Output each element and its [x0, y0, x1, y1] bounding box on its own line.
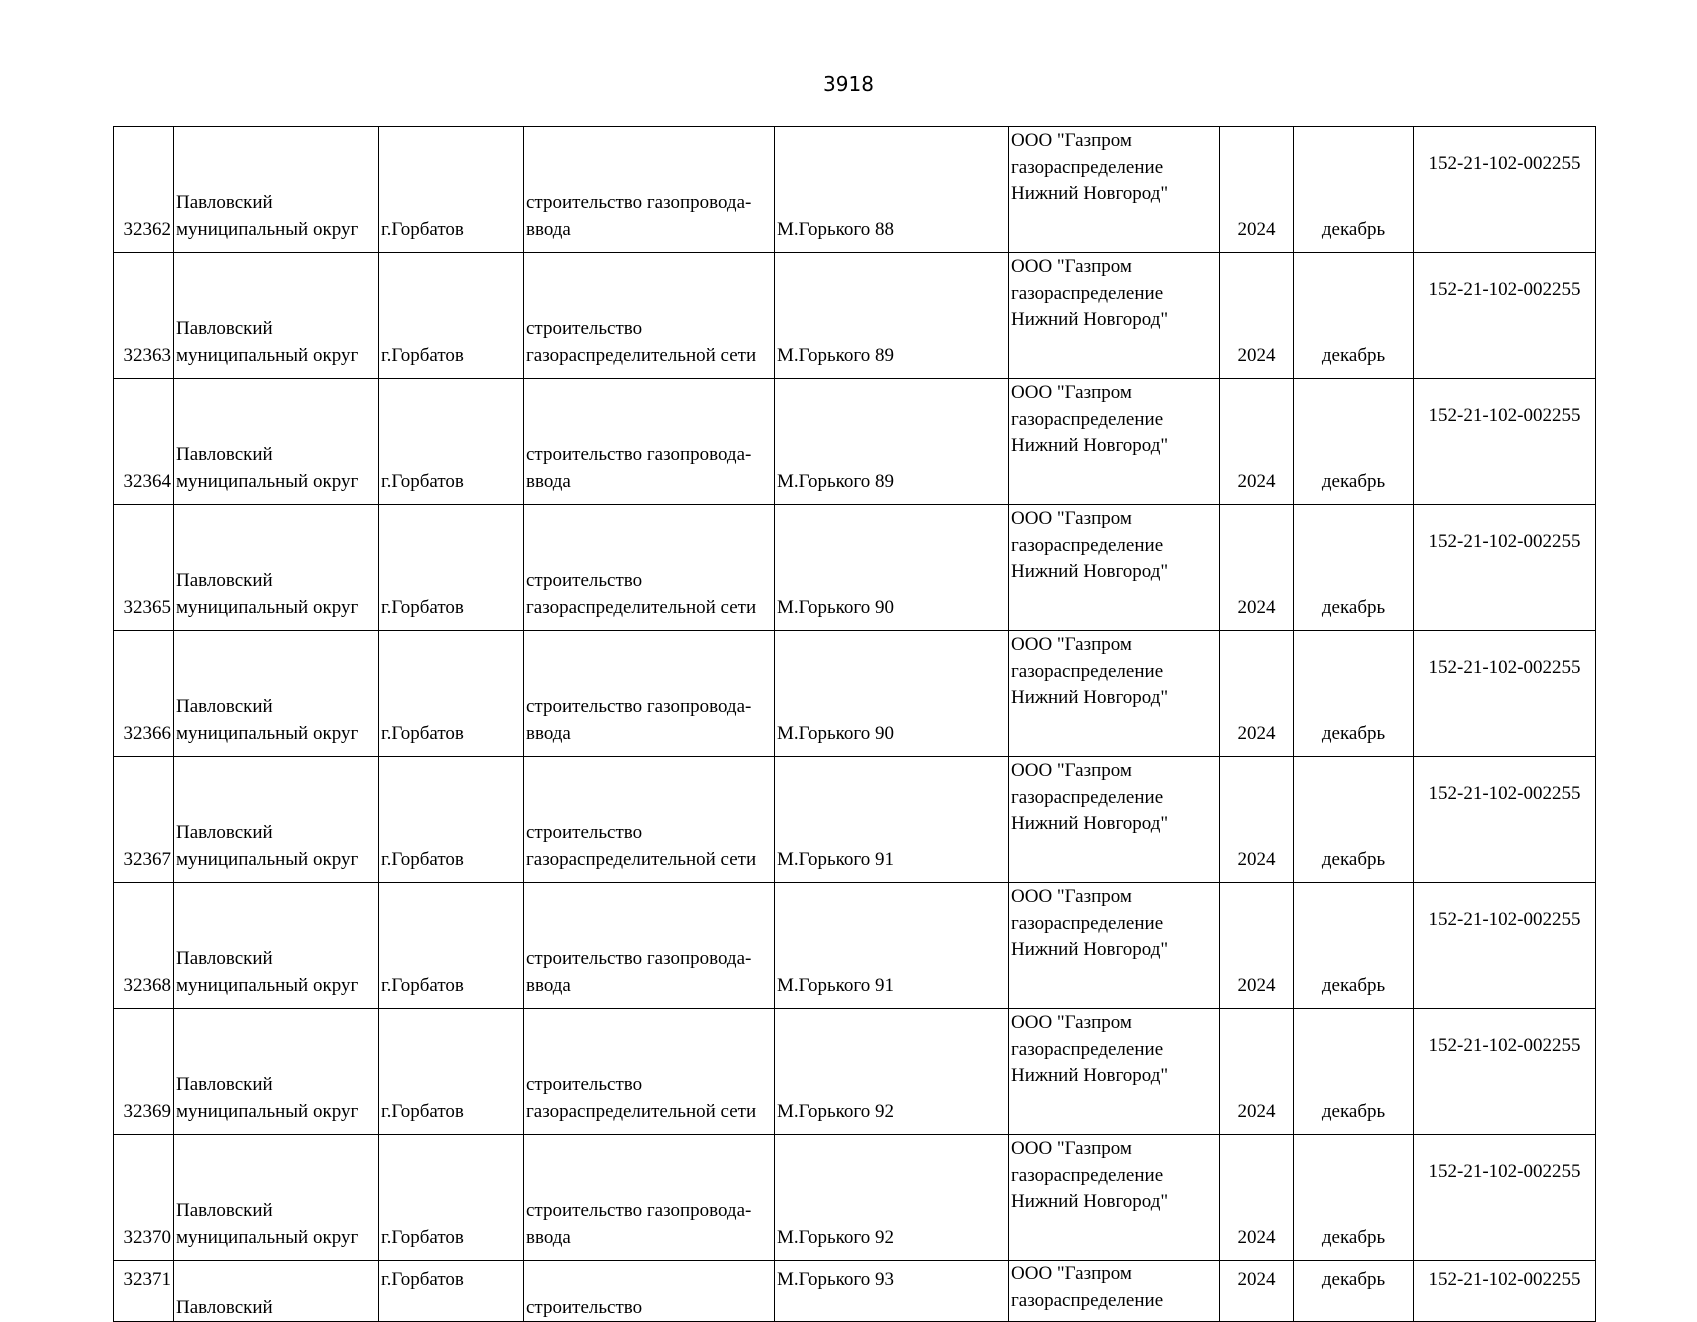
- locality-cell: г.Горбатов: [379, 253, 524, 379]
- address-cell: М.Горького 91: [775, 883, 1009, 1009]
- locality-cell: г.Горбатов: [379, 127, 524, 253]
- organization-line: ООО "Газпром: [1011, 1138, 1132, 1159]
- work-type-cell: [524, 127, 775, 253]
- district-cell: [174, 883, 379, 1009]
- district-line: Павловский: [176, 948, 273, 969]
- work-type-line: газораспределительной сети: [526, 344, 757, 366]
- organization-cell: [1009, 379, 1220, 505]
- organization-line: газораспределение: [1011, 156, 1164, 178]
- locality-cell: г.Горбатов: [379, 1261, 524, 1322]
- organization-line: ООО "Газпром: [1011, 1263, 1132, 1284]
- code-cell: 152-21-102-002255: [1414, 1261, 1596, 1322]
- work-type-line: ввода: [526, 974, 571, 996]
- year-cell: 2024: [1220, 127, 1294, 253]
- district-line: муниципальный округ: [176, 1100, 359, 1122]
- year-cell: 2024: [1220, 883, 1294, 1009]
- organization-cell: [1009, 253, 1220, 379]
- organization-cell: [1009, 1009, 1220, 1135]
- work-type-line: ввода: [526, 1226, 571, 1248]
- row-number-cell: 32370: [114, 1135, 174, 1261]
- address-cell: М.Горького 93: [775, 1261, 1009, 1322]
- locality-cell: г.Горбатов: [379, 379, 524, 505]
- month-cell: декабрь: [1294, 631, 1414, 757]
- district-cell: [174, 1135, 379, 1261]
- work-type-cell: [524, 1261, 775, 1322]
- work-type-line: ввода: [526, 470, 571, 492]
- row-number-cell: 32367: [114, 757, 174, 883]
- address-cell: М.Горького 88: [775, 127, 1009, 253]
- organization-line: ООО "Газпром: [1011, 760, 1132, 781]
- district-cell: [174, 1261, 379, 1322]
- work-type-line: газораспределительной сети: [526, 1100, 757, 1122]
- work-type-line: строительство: [526, 1074, 643, 1095]
- organization-cell: [1009, 127, 1220, 253]
- work-type-line: строительство газопровода-: [526, 948, 752, 969]
- work-type-line: газораспределительной сети: [526, 596, 757, 618]
- row-number-cell: 32369: [114, 1009, 174, 1135]
- district-line: Павловский: [176, 696, 273, 717]
- district-cell: [174, 379, 379, 505]
- organization-cell: [1009, 1135, 1220, 1261]
- work-type-line: строительство: [526, 1296, 643, 1318]
- code-cell: 152-21-102-002255: [1414, 1009, 1596, 1135]
- organization-line: газораспределение: [1011, 282, 1164, 304]
- district-line: Павловский: [176, 1200, 273, 1221]
- organization-line: Нижний Новгород": [1011, 561, 1169, 582]
- table-row: [114, 1135, 1596, 1261]
- year-cell: 2024: [1220, 505, 1294, 631]
- locality-cell: г.Горбатов: [379, 1135, 524, 1261]
- district-line: муниципальный округ: [176, 722, 359, 744]
- table-row: [114, 757, 1596, 883]
- work-type-line: строительство газопровода-: [526, 1200, 752, 1221]
- work-type-line: строительство газопровода-: [526, 696, 752, 717]
- month-cell: декабрь: [1294, 253, 1414, 379]
- district-line: Павловский: [176, 822, 273, 843]
- organization-line: Нижний Новгород": [1011, 813, 1169, 834]
- month-cell: декабрь: [1294, 1261, 1414, 1322]
- organization-line: газораспределение: [1011, 912, 1164, 934]
- organization-line: газораспределение: [1011, 1038, 1164, 1060]
- year-cell: 2024: [1220, 757, 1294, 883]
- work-type-line: строительство газопровода-: [526, 192, 752, 213]
- organization-line: газораспределение: [1011, 534, 1164, 556]
- organization-line: ООО "Газпром: [1011, 634, 1132, 655]
- code-cell: 152-21-102-002255: [1414, 379, 1596, 505]
- organization-line: Нижний Новгород": [1011, 1065, 1169, 1086]
- code-cell: 152-21-102-002255: [1414, 631, 1596, 757]
- table-row: [114, 127, 1596, 253]
- organization-cell: [1009, 505, 1220, 631]
- district-cell: [174, 1009, 379, 1135]
- address-cell: М.Горького 92: [775, 1135, 1009, 1261]
- work-type-cell: [524, 505, 775, 631]
- table-row: [114, 379, 1596, 505]
- organization-line: Нижний Новгород": [1011, 183, 1169, 204]
- code-cell: 152-21-102-002255: [1414, 1135, 1596, 1261]
- district-line: Павловский: [176, 318, 273, 339]
- address-cell: М.Горького 92: [775, 1009, 1009, 1135]
- locality-cell: г.Горбатов: [379, 1009, 524, 1135]
- table-row: [114, 883, 1596, 1009]
- table-row: [114, 631, 1596, 757]
- address-cell: М.Горького 90: [775, 631, 1009, 757]
- month-cell: декабрь: [1294, 127, 1414, 253]
- district-line: муниципальный округ: [176, 1226, 359, 1248]
- work-type-cell: [524, 1135, 775, 1261]
- organization-line: ООО "Газпром: [1011, 256, 1132, 277]
- work-type-line: строительство: [526, 822, 643, 843]
- organization-line: газораспределение: [1011, 786, 1164, 808]
- address-cell: М.Горького 90: [775, 505, 1009, 631]
- organization-line: газораспределение: [1011, 408, 1164, 430]
- district-line: муниципальный округ: [176, 470, 359, 492]
- district-line: Павловский: [176, 444, 273, 465]
- organization-line: газораспределение: [1011, 1289, 1164, 1311]
- work-type-line: строительство: [526, 318, 643, 339]
- work-type-line: строительство: [526, 570, 643, 591]
- page-number: 3918: [823, 72, 874, 96]
- locality-cell: г.Горбатов: [379, 631, 524, 757]
- district-line: муниципальный округ: [176, 848, 359, 870]
- organization-cell: [1009, 1261, 1220, 1322]
- district-line: Павловский: [176, 570, 273, 591]
- district-line: муниципальный округ: [176, 596, 359, 618]
- year-cell: 2024: [1220, 1135, 1294, 1261]
- locality-cell: г.Горбатов: [379, 757, 524, 883]
- address-cell: М.Горького 91: [775, 757, 1009, 883]
- work-type-line: ввода: [526, 722, 571, 744]
- organization-line: Нижний Новгород": [1011, 1191, 1169, 1212]
- row-number-cell: 32364: [114, 379, 174, 505]
- locality-cell: г.Горбатов: [379, 505, 524, 631]
- district-line: муниципальный округ: [176, 974, 359, 996]
- organization-line: Нижний Новгород": [1011, 309, 1169, 330]
- organization-line: Нижний Новгород": [1011, 939, 1169, 960]
- year-cell: 2024: [1220, 1261, 1294, 1322]
- month-cell: декабрь: [1294, 757, 1414, 883]
- table-row: [114, 505, 1596, 631]
- district-line: Павловский: [176, 192, 273, 213]
- row-number-cell: 32371: [114, 1261, 174, 1322]
- month-cell: декабрь: [1294, 1135, 1414, 1261]
- year-cell: 2024: [1220, 253, 1294, 379]
- work-type-cell: [524, 253, 775, 379]
- row-number-cell: 32366: [114, 631, 174, 757]
- organization-cell: [1009, 883, 1220, 1009]
- district-line: Павловский: [176, 1296, 273, 1318]
- work-type-line: ввода: [526, 218, 571, 240]
- work-type-cell: [524, 883, 775, 1009]
- registry-table: [113, 126, 1596, 1322]
- organization-line: Нижний Новгород": [1011, 687, 1169, 708]
- organization-line: газораспределение: [1011, 660, 1164, 682]
- month-cell: декабрь: [1294, 379, 1414, 505]
- year-cell: 2024: [1220, 1009, 1294, 1135]
- code-cell: 152-21-102-002255: [1414, 127, 1596, 253]
- year-cell: 2024: [1220, 379, 1294, 505]
- district-cell: [174, 127, 379, 253]
- work-type-cell: [524, 757, 775, 883]
- row-number-cell: 32362: [114, 127, 174, 253]
- work-type-cell: [524, 1009, 775, 1135]
- district-cell: [174, 757, 379, 883]
- row-number-cell: 32365: [114, 505, 174, 631]
- code-cell: 152-21-102-002255: [1414, 883, 1596, 1009]
- work-type-cell: [524, 379, 775, 505]
- code-cell: 152-21-102-002255: [1414, 505, 1596, 631]
- district-line: муниципальный округ: [176, 218, 359, 240]
- code-cell: 152-21-102-002255: [1414, 253, 1596, 379]
- table-row: [114, 1009, 1596, 1135]
- month-cell: декабрь: [1294, 505, 1414, 631]
- district-cell: [174, 505, 379, 631]
- organization-line: ООО "Газпром: [1011, 508, 1132, 529]
- organization-line: ООО "Газпром: [1011, 382, 1132, 403]
- district-cell: [174, 631, 379, 757]
- address-cell: М.Горького 89: [775, 253, 1009, 379]
- work-type-cell: [524, 631, 775, 757]
- organization-line: газораспределение: [1011, 1164, 1164, 1186]
- organization-line: ООО "Газпром: [1011, 130, 1132, 151]
- organization-line: ООО "Газпром: [1011, 1012, 1132, 1033]
- work-type-line: строительство газопровода-: [526, 444, 752, 465]
- work-type-line: газораспределительной сети: [526, 848, 757, 870]
- locality-cell: г.Горбатов: [379, 883, 524, 1009]
- table-row: [114, 253, 1596, 379]
- district-line: муниципальный округ: [176, 344, 359, 366]
- district-cell: [174, 253, 379, 379]
- row-number-cell: 32363: [114, 253, 174, 379]
- code-cell: 152-21-102-002255: [1414, 757, 1596, 883]
- row-number-cell: 32368: [114, 883, 174, 1009]
- organization-cell: [1009, 757, 1220, 883]
- organization-line: ООО "Газпром: [1011, 886, 1132, 907]
- organization-cell: [1009, 631, 1220, 757]
- month-cell: декабрь: [1294, 883, 1414, 1009]
- district-line: Павловский: [176, 1074, 273, 1095]
- registry-body: [114, 127, 1596, 1322]
- address-cell: М.Горького 89: [775, 379, 1009, 505]
- year-cell: 2024: [1220, 631, 1294, 757]
- table-row: [114, 1261, 1596, 1322]
- organization-line: Нижний Новгород": [1011, 435, 1169, 456]
- month-cell: декабрь: [1294, 1009, 1414, 1135]
